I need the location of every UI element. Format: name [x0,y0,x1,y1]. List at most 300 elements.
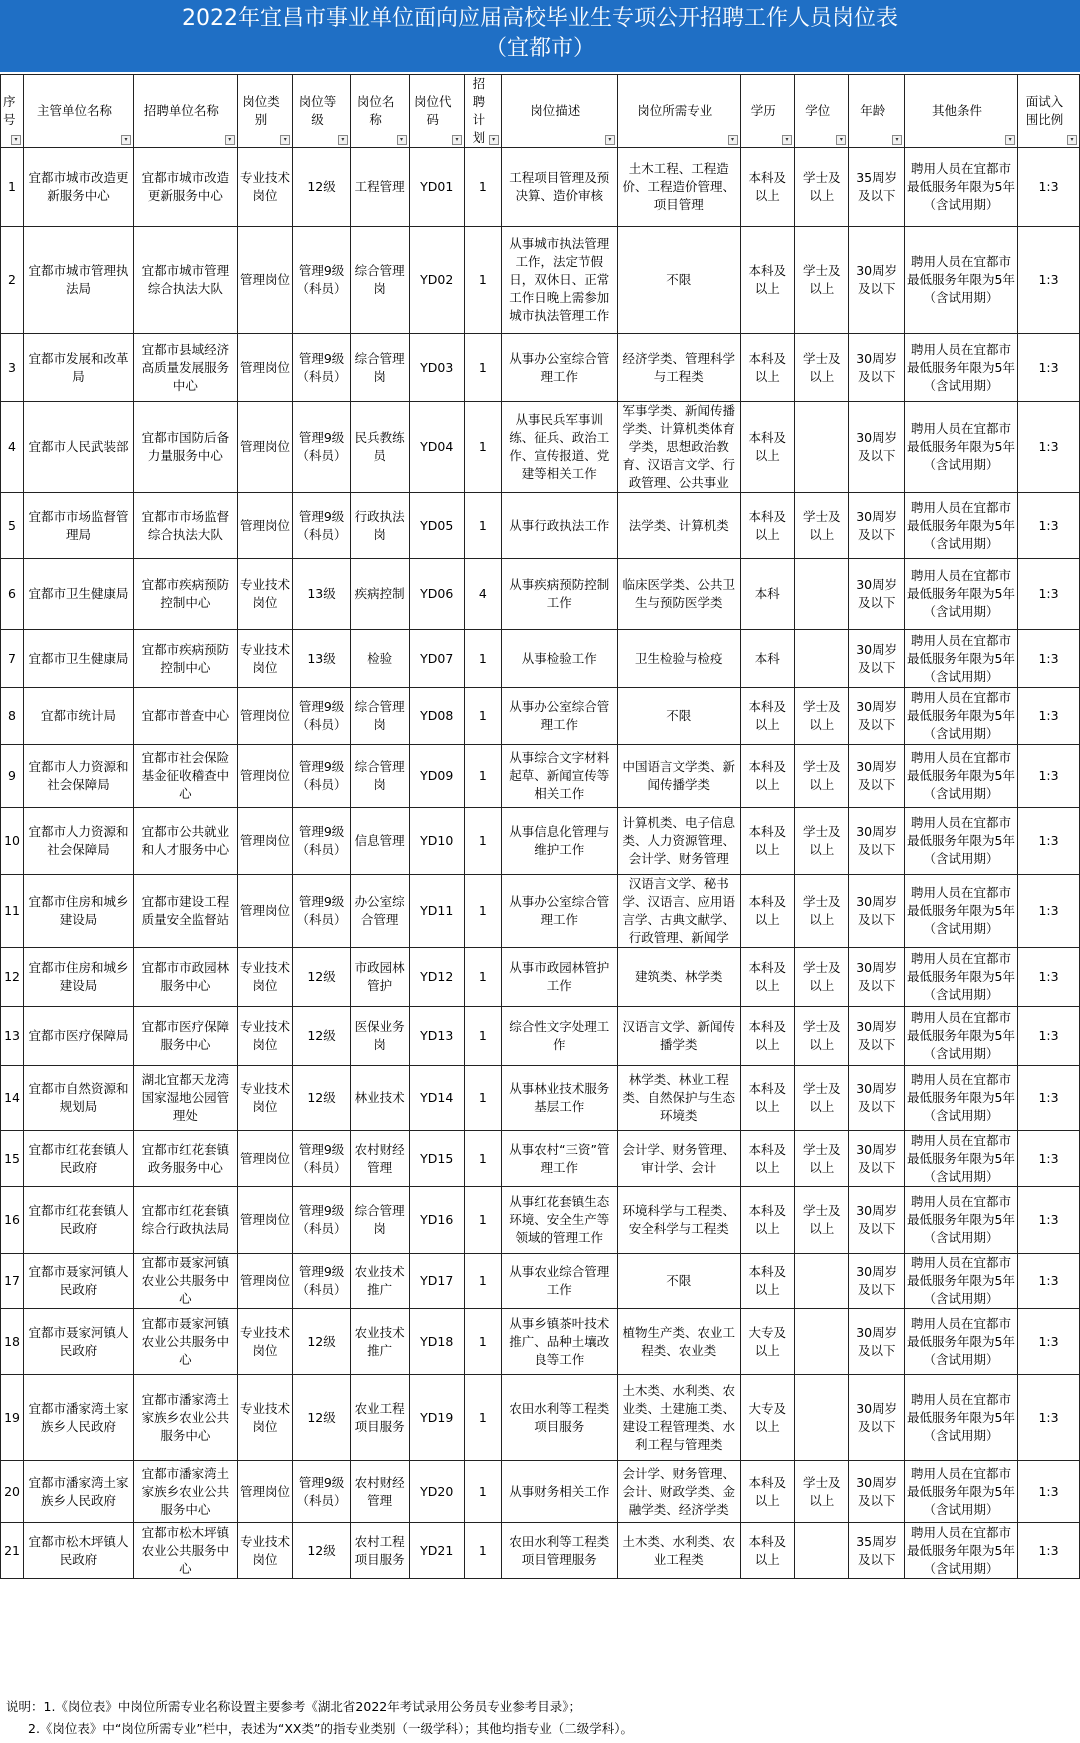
table-cell[interactable]: 1:3 [1018,808,1080,875]
table-cell[interactable]: 从事农业综合管理工作 [501,1254,617,1309]
table-cell[interactable]: YD09 [409,745,465,808]
table-cell[interactable]: 1:3 [1018,493,1080,559]
table-cell[interactable]: 1 [465,1131,502,1187]
table-cell[interactable]: 30周岁及以下 [849,1254,905,1309]
table-cell[interactable]: 军事学类、新闻传播学类、计算机类体育学类，思想政治教育、汉语言文学、行政管理、公共事业 [617,402,740,493]
table-cell[interactable]: 本科及以上 [740,808,794,875]
table-cell[interactable]: 19 [1,1375,24,1461]
table-cell[interactable]: 12级 [293,1309,351,1375]
table-cell[interactable]: 市政园林管护 [350,948,409,1007]
table-cell[interactable]: 综合管理岗 [350,1187,409,1254]
filter-dropdown-icon[interactable]: ▾ [338,135,348,145]
table-cell[interactable]: 学士及以上 [794,493,848,559]
table-cell[interactable]: 学士及以上 [794,1007,848,1066]
header-cell[interactable]: 序号 ▾ [1,75,24,148]
table-cell[interactable]: 专业技术岗位 [237,1375,293,1461]
table-cell[interactable]: 宜都市卫生健康局 [24,559,134,630]
table-cell[interactable]: 30周岁及以下 [849,402,905,493]
table-cell[interactable]: 1:3 [1018,1461,1080,1523]
table-cell[interactable]: 农田水利等工程类项目服务 [501,1375,617,1461]
table-cell[interactable]: 13级 [293,559,351,630]
table-cell[interactable]: 16 [1,1187,24,1254]
table-cell[interactable]: 聘用人员在宜都市最低服务年限为5年（含试用期） [904,1523,1017,1579]
table-cell[interactable] [794,630,848,688]
table-cell[interactable]: 聘用人员在宜都市最低服务年限为5年（含试用期） [904,334,1017,402]
table-cell[interactable]: 聘用人员在宜都市最低服务年限为5年（含试用期） [904,227,1017,334]
table-cell[interactable]: 30周岁及以下 [849,334,905,402]
table-cell[interactable]: 计算机类、电子信息类、人力资源管理、会计学、财务管理 [617,808,740,875]
table-cell[interactable] [794,1523,848,1579]
table-cell[interactable]: 综合管理岗 [350,334,409,402]
table-cell[interactable]: 5 [1,493,24,559]
header-cell[interactable]: 岗位等级 ▾ [293,75,351,148]
table-cell[interactable]: 专业技术岗位 [237,559,293,630]
table-cell[interactable]: 管理9级（科员） [293,1187,351,1254]
table-cell[interactable]: 农业技术推广 [350,1309,409,1375]
table-cell[interactable]: 本科及以上 [740,227,794,334]
table-cell[interactable]: 管理9级（科员） [293,493,351,559]
table-cell[interactable]: 专业技术岗位 [237,630,293,688]
table-cell[interactable]: 宜都市城市管理执法局 [24,227,134,334]
filter-dropdown-icon[interactable]: ▾ [728,135,738,145]
table-cell[interactable]: 从事农村“三资”管理工作 [501,1131,617,1187]
table-cell[interactable]: 宜都市自然资源和规划局 [24,1066,134,1131]
table-cell[interactable]: 聘用人员在宜都市最低服务年限为5年（含试用期） [904,1461,1017,1523]
table-cell[interactable]: 管理岗位 [237,1254,293,1309]
table-cell[interactable]: 宜都市发展和改革局 [24,334,134,402]
table-cell[interactable]: 1 [465,402,502,493]
table-cell[interactable]: 1 [465,493,502,559]
table-cell[interactable]: 12 [1,948,24,1007]
table-cell[interactable]: 林学类、林业工程类、自然保护与生态环境类 [617,1066,740,1131]
table-cell[interactable]: 本科及以上 [740,493,794,559]
table-cell[interactable]: 管理9级（科员） [293,1254,351,1309]
table-cell[interactable]: 管理岗位 [237,334,293,402]
table-cell[interactable]: 宜都市城市管理综合执法大队 [134,227,238,334]
header-cell[interactable]: 学历 ▾ [740,75,794,148]
table-cell[interactable]: 农业工程项目服务 [350,1375,409,1461]
table-cell[interactable]: 1 [465,1187,502,1254]
filter-dropdown-icon[interactable]: ▾ [605,135,615,145]
table-cell[interactable]: YD08 [409,688,465,745]
table-cell[interactable]: 民兵教练员 [350,402,409,493]
table-cell[interactable]: 1 [465,630,502,688]
table-cell[interactable]: 不限 [617,688,740,745]
table-cell[interactable]: 1:3 [1018,148,1080,227]
table-cell[interactable]: 本科及以上 [740,1254,794,1309]
table-cell[interactable]: 管理岗位 [237,227,293,334]
table-cell[interactable]: 3 [1,334,24,402]
table-cell[interactable]: 1:3 [1018,1523,1080,1579]
table-cell[interactable]: 宜都市聂家河镇农业公共服务中心 [134,1254,238,1309]
table-cell[interactable]: 20 [1,1461,24,1523]
header-cell[interactable]: 岗位描述 ▾ [501,75,617,148]
header-cell[interactable]: 招聘计划 ▾ [465,75,502,148]
table-cell[interactable]: 宜都市卫生健康局 [24,630,134,688]
table-cell[interactable]: 聘用人员在宜都市最低服务年限为5年（含试用期） [904,1131,1017,1187]
table-cell[interactable]: 12级 [293,948,351,1007]
table-cell[interactable]: 宜都市市场监督管理局 [24,493,134,559]
table-cell[interactable]: 1 [465,948,502,1007]
table-cell[interactable]: 农村工程项目服务 [350,1523,409,1579]
table-cell[interactable]: 宜都市医疗保障局 [24,1007,134,1066]
table-cell[interactable]: 经济学类、管理科学与工程类 [617,334,740,402]
table-cell[interactable]: 1 [465,334,502,402]
table-cell[interactable]: 综合管理岗 [350,227,409,334]
filter-dropdown-icon[interactable]: ▾ [11,135,21,145]
table-cell[interactable]: 宜都市公共就业和人才服务中心 [134,808,238,875]
table-cell[interactable]: 8 [1,688,24,745]
table-cell[interactable]: 会计学、财务管理、会计、财政学类、金融学类、经济学类 [617,1461,740,1523]
table-cell[interactable]: 聘用人员在宜都市最低服务年限为5年（含试用期） [904,148,1017,227]
table-cell[interactable]: 本科及以上 [740,402,794,493]
table-cell[interactable]: 宜都市统计局 [24,688,134,745]
table-cell[interactable]: 学士及以上 [794,1066,848,1131]
table-cell[interactable]: 30周岁及以下 [849,559,905,630]
table-cell[interactable]: 本科 [740,630,794,688]
table-cell[interactable]: 从事办公室综合管理工作 [501,334,617,402]
table-cell[interactable]: 11 [1,875,24,948]
table-cell[interactable]: 10 [1,808,24,875]
table-cell[interactable]: 从事林业技术服务基层工作 [501,1066,617,1131]
table-cell[interactable] [794,402,848,493]
table-cell[interactable]: 1 [1,148,24,227]
table-cell[interactable]: 聘用人员在宜都市最低服务年限为5年（含试用期） [904,875,1017,948]
table-cell[interactable]: 建筑类、林学类 [617,948,740,1007]
table-cell[interactable]: 会计学、财务管理、审计学、会计 [617,1131,740,1187]
table-cell[interactable]: 管理9级（科员） [293,875,351,948]
table-cell[interactable]: 30周岁及以下 [849,745,905,808]
table-cell[interactable]: 不限 [617,1254,740,1309]
table-cell[interactable]: YD02 [409,227,465,334]
table-cell[interactable]: 宜都市红花套镇综合行政执法局 [134,1187,238,1254]
table-cell[interactable]: 本科及以上 [740,1066,794,1131]
table-cell[interactable]: 35周岁及以下 [849,148,905,227]
table-cell[interactable]: 30周岁及以下 [849,808,905,875]
table-cell[interactable]: 管理岗位 [237,808,293,875]
table-cell[interactable]: 环境科学与工程类、安全科学与工程类 [617,1187,740,1254]
table-cell[interactable]: 30周岁及以下 [849,1309,905,1375]
table-cell[interactable]: 1:3 [1018,1254,1080,1309]
table-cell[interactable]: 专业技术岗位 [237,1007,293,1066]
table-cell[interactable]: 宜都市县域经济高质量发展服务中心 [134,334,238,402]
table-cell[interactable]: 聘用人员在宜都市最低服务年限为5年（含试用期） [904,1309,1017,1375]
table-cell[interactable]: YD03 [409,334,465,402]
table-cell[interactable]: 宜都市疾病预防控制中心 [134,559,238,630]
table-cell[interactable]: 学士及以上 [794,745,848,808]
table-cell[interactable]: 1:3 [1018,745,1080,808]
table-cell[interactable]: 林业技术 [350,1066,409,1131]
table-cell[interactable]: YD10 [409,808,465,875]
table-cell[interactable]: 土木类、水利类、农业工程类 [617,1523,740,1579]
table-cell[interactable]: 从事市政园林管护工作 [501,948,617,1007]
table-cell[interactable]: 宜都市红花套镇人民政府 [24,1187,134,1254]
header-cell[interactable]: 岗位代码 ▾ [409,75,465,148]
table-cell[interactable]: 湖北宜都天龙湾国家湿地公园管理处 [134,1066,238,1131]
table-cell[interactable]: 管理9级（科员） [293,334,351,402]
table-cell[interactable]: 管理岗位 [237,1131,293,1187]
table-cell[interactable]: 专业技术岗位 [237,1066,293,1131]
table-cell[interactable]: 1:3 [1018,1187,1080,1254]
table-cell[interactable]: YD16 [409,1187,465,1254]
table-cell[interactable]: 管理9级（科员） [293,402,351,493]
filter-dropdown-icon[interactable]: ▾ [280,135,290,145]
table-cell[interactable]: 1 [465,1007,502,1066]
table-cell[interactable]: 1 [465,688,502,745]
table-cell[interactable]: 管理9级（科员） [293,227,351,334]
table-cell[interactable]: 13 [1,1007,24,1066]
table-cell[interactable]: 管理岗位 [237,875,293,948]
table-cell[interactable]: 30周岁及以下 [849,1066,905,1131]
table-cell[interactable]: 30周岁及以下 [849,1131,905,1187]
header-cell[interactable]: 岗位所需专业 ▾ [617,75,740,148]
table-cell[interactable]: 从事民兵军事训练、征兵、政治工作、宣传报道、党建等相关工作 [501,402,617,493]
table-cell[interactable]: 管理岗位 [237,1187,293,1254]
table-cell[interactable]: 土木类、水利类、农业类、土建施工类、建设工程管理类、水利工程与管理类 [617,1375,740,1461]
table-cell[interactable]: 从事办公室综合管理工作 [501,688,617,745]
table-cell[interactable]: 宜都市医疗保障服务中心 [134,1007,238,1066]
table-cell[interactable]: 宜都市建设工程质量安全监督站 [134,875,238,948]
filter-dropdown-icon[interactable]: ▾ [452,135,462,145]
table-cell[interactable]: 管理9级（科员） [293,745,351,808]
table-cell[interactable]: 宜都市红花套镇政务服务中心 [134,1131,238,1187]
table-cell[interactable]: 宜都市住房和城乡建设局 [24,948,134,1007]
table-cell[interactable]: 学士及以上 [794,1131,848,1187]
table-cell[interactable]: 管理9级（科员） [293,1131,351,1187]
table-cell[interactable]: 本科及以上 [740,688,794,745]
table-cell[interactable]: 医保业务岗 [350,1007,409,1066]
filter-dropdown-icon[interactable]: ▾ [1067,135,1077,145]
table-cell[interactable]: 法学类、计算机类 [617,493,740,559]
table-cell[interactable]: 专业技术岗位 [237,1523,293,1579]
table-cell[interactable]: 从事行政执法工作 [501,493,617,559]
table-cell[interactable]: 宜都市聂家河镇人民政府 [24,1254,134,1309]
table-cell[interactable]: 聘用人员在宜都市最低服务年限为5年（含试用期） [904,493,1017,559]
table-cell[interactable]: 1 [465,1461,502,1523]
table-cell[interactable]: 宜都市松木坪镇人民政府 [24,1523,134,1579]
table-cell[interactable] [794,1309,848,1375]
table-cell[interactable]: 从事财务相关工作 [501,1461,617,1523]
table-cell[interactable]: YD14 [409,1066,465,1131]
table-cell[interactable]: 12级 [293,1375,351,1461]
table-cell[interactable]: 植物生产类、农业工程类、农业类 [617,1309,740,1375]
table-cell[interactable]: 1:3 [1018,334,1080,402]
filter-dropdown-icon[interactable]: ▾ [892,135,902,145]
table-cell[interactable]: 本科及以上 [740,1007,794,1066]
table-cell[interactable]: 专业技术岗位 [237,948,293,1007]
table-cell[interactable]: 1 [465,1523,502,1579]
table-cell[interactable]: 本科 [740,559,794,630]
table-cell[interactable]: 35周岁及以下 [849,1523,905,1579]
table-cell[interactable]: 聘用人员在宜都市最低服务年限为5年（含试用期） [904,1375,1017,1461]
table-cell[interactable] [794,1254,848,1309]
table-cell[interactable]: 1:3 [1018,630,1080,688]
table-cell[interactable]: 宜都市聂家河镇农业公共服务中心 [134,1309,238,1375]
table-cell[interactable]: 农田水利等工程类项目管理服务 [501,1523,617,1579]
table-cell[interactable]: YD18 [409,1309,465,1375]
table-cell[interactable]: 学士及以上 [794,948,848,1007]
table-cell[interactable]: YD05 [409,493,465,559]
table-cell[interactable] [794,559,848,630]
table-cell[interactable]: 综合管理岗 [350,688,409,745]
table-cell[interactable]: 30周岁及以下 [849,1007,905,1066]
table-cell[interactable]: 30周岁及以下 [849,630,905,688]
table-cell[interactable]: 本科及以上 [740,948,794,1007]
table-cell[interactable]: 综合性文字处理工作 [501,1007,617,1066]
table-cell[interactable]: 2 [1,227,24,334]
table-cell[interactable]: 21 [1,1523,24,1579]
table-cell[interactable]: 1:3 [1018,1375,1080,1461]
table-cell[interactable]: 从事检验工作 [501,630,617,688]
table-cell[interactable]: 14 [1,1066,24,1131]
table-cell[interactable]: 疾病控制 [350,559,409,630]
table-cell[interactable]: 临床医学类、公共卫生与预防医学类 [617,559,740,630]
table-cell[interactable]: 聘用人员在宜都市最低服务年限为5年（含试用期） [904,745,1017,808]
table-cell[interactable]: 学士及以上 [794,1461,848,1523]
table-cell[interactable]: 行政执法岗 [350,493,409,559]
table-cell[interactable]: 聘用人员在宜都市最低服务年限为5年（含试用期） [904,559,1017,630]
table-cell[interactable]: 1 [465,1254,502,1309]
table-cell[interactable]: 中国语言文学类、新闻传播学类 [617,745,740,808]
table-cell[interactable]: 宜都市城市改造更新服务中心 [24,148,134,227]
table-cell[interactable]: 本科及以上 [740,1461,794,1523]
table-cell[interactable]: 农村财经管理 [350,1131,409,1187]
table-cell[interactable]: 宜都市社会保险基金征收稽查中心 [134,745,238,808]
table-cell[interactable]: 30周岁及以下 [849,1375,905,1461]
table-cell[interactable]: 管理岗位 [237,688,293,745]
table-cell[interactable]: 1:3 [1018,1066,1080,1131]
table-cell[interactable]: YD20 [409,1461,465,1523]
table-cell[interactable]: 13级 [293,630,351,688]
header-cell[interactable]: 学位 ▾ [794,75,848,148]
table-cell[interactable] [794,1375,848,1461]
table-cell[interactable]: 管理9级（科员） [293,808,351,875]
table-cell[interactable]: 12级 [293,1066,351,1131]
table-cell[interactable]: 管理岗位 [237,745,293,808]
filter-dropdown-icon[interactable]: ▾ [489,135,499,145]
table-cell[interactable]: 管理岗位 [237,402,293,493]
table-cell[interactable]: YD11 [409,875,465,948]
header-cell[interactable]: 招聘单位名称 ▾ [134,75,238,148]
table-cell[interactable]: 专业技术岗位 [237,148,293,227]
table-cell[interactable]: 聘用人员在宜都市最低服务年限为5年（含试用期） [904,1007,1017,1066]
header-cell[interactable]: 主管单位名称 ▾ [24,75,134,148]
table-cell[interactable]: 1 [465,227,502,334]
table-cell[interactable]: 汉语言文学、新闻传播学类 [617,1007,740,1066]
table-cell[interactable]: 综合管理岗 [350,745,409,808]
table-cell[interactable]: 从事综合文字材料起草、新闻宣传等相关工作 [501,745,617,808]
table-cell[interactable]: 1 [465,745,502,808]
filter-dropdown-icon[interactable]: ▾ [1005,135,1015,145]
table-cell[interactable]: 30周岁及以下 [849,948,905,1007]
table-cell[interactable]: 1 [465,148,502,227]
table-cell[interactable]: 宜都市松木坪镇农业公共服务中心 [134,1523,238,1579]
table-cell[interactable]: 宜都市潘家湾土家族乡农业公共服务中心 [134,1375,238,1461]
table-cell[interactable]: 宜都市潘家湾土家族乡人民政府 [24,1461,134,1523]
table-cell[interactable]: 宜都市聂家河镇人民政府 [24,1309,134,1375]
table-cell[interactable]: YD17 [409,1254,465,1309]
table-cell[interactable]: YD06 [409,559,465,630]
header-cell[interactable]: 其他条件 ▾ [904,75,1017,148]
table-cell[interactable]: 1:3 [1018,875,1080,948]
table-cell[interactable]: 1 [465,875,502,948]
table-cell[interactable]: 学士及以上 [794,808,848,875]
table-cell[interactable]: 学士及以上 [794,334,848,402]
table-cell[interactable]: 工程管理 [350,148,409,227]
table-cell[interactable]: 本科及以上 [740,334,794,402]
table-cell[interactable]: 1 [465,1309,502,1375]
filter-dropdown-icon[interactable]: ▾ [782,135,792,145]
table-cell[interactable]: 4 [465,559,502,630]
table-cell[interactable]: 1:3 [1018,1007,1080,1066]
table-cell[interactable]: 管理岗位 [237,1461,293,1523]
table-cell[interactable]: 学士及以上 [794,148,848,227]
table-cell[interactable]: 聘用人员在宜都市最低服务年限为5年（含试用期） [904,630,1017,688]
header-cell[interactable]: 面试入围比例 ▾ [1018,75,1080,148]
table-cell[interactable]: 农村财经管理 [350,1461,409,1523]
table-cell[interactable]: 本科及以上 [740,875,794,948]
table-cell[interactable]: 聘用人员在宜都市最低服务年限为5年（含试用期） [904,1254,1017,1309]
table-cell[interactable]: 30周岁及以下 [849,1461,905,1523]
table-cell[interactable]: 宜都市潘家湾土家族乡农业公共服务中心 [134,1461,238,1523]
header-cell[interactable]: 年龄 ▾ [849,75,905,148]
table-cell[interactable]: 宜都市人力资源和社会保障局 [24,745,134,808]
table-cell[interactable]: YD04 [409,402,465,493]
table-cell[interactable]: 本科及以上 [740,1187,794,1254]
table-cell[interactable]: 从事疾病预防控制工作 [501,559,617,630]
table-cell[interactable]: 宜都市住房和城乡建设局 [24,875,134,948]
table-cell[interactable]: 30周岁及以下 [849,688,905,745]
table-cell[interactable]: 15 [1,1131,24,1187]
table-cell[interactable]: 不限 [617,227,740,334]
table-cell[interactable]: 30周岁及以下 [849,875,905,948]
table-cell[interactable]: 管理9级（科员） [293,1461,351,1523]
table-cell[interactable]: 大专及以上 [740,1375,794,1461]
table-cell[interactable]: 大专及以上 [740,1309,794,1375]
table-cell[interactable]: 聘用人员在宜都市最低服务年限为5年（含试用期） [904,808,1017,875]
table-cell[interactable]: 30周岁及以下 [849,1187,905,1254]
table-cell[interactable]: 7 [1,630,24,688]
table-cell[interactable]: 办公室综合管理 [350,875,409,948]
table-cell[interactable]: 从事信息化管理与维护工作 [501,808,617,875]
table-cell[interactable]: YD01 [409,148,465,227]
table-cell[interactable]: 宜都市人力资源和社会保障局 [24,808,134,875]
table-cell[interactable]: 本科及以上 [740,1131,794,1187]
table-cell[interactable]: 从事红花套镇生态环境、安全生产等领域的管理工作 [501,1187,617,1254]
table-cell[interactable]: 从事办公室综合管理工作 [501,875,617,948]
table-cell[interactable]: 4 [1,402,24,493]
table-cell[interactable]: 宜都市普查中心 [134,688,238,745]
filter-dropdown-icon[interactable]: ▾ [836,135,846,145]
table-cell[interactable]: YD07 [409,630,465,688]
table-cell[interactable]: 管理岗位 [237,493,293,559]
table-cell[interactable]: 土木工程、工程造价、工程造价管理、项目管理 [617,148,740,227]
table-cell[interactable]: 1 [465,1066,502,1131]
table-cell[interactable]: 聘用人员在宜都市最低服务年限为5年（含试用期） [904,1187,1017,1254]
table-cell[interactable]: 宜都市市政园林服务中心 [134,948,238,1007]
table-cell[interactable]: 12级 [293,1007,351,1066]
table-cell[interactable]: 卫生检验与检疫 [617,630,740,688]
table-cell[interactable]: 30周岁及以下 [849,227,905,334]
table-cell[interactable]: YD13 [409,1007,465,1066]
table-cell[interactable]: 宜都市潘家湾土家族乡人民政府 [24,1375,134,1461]
table-cell[interactable]: YD21 [409,1523,465,1579]
table-cell[interactable]: 汉语言文学、秘书学、汉语言、应用语言学、古典文献学、行政管理、新闻学 [617,875,740,948]
table-cell[interactable]: 本科及以上 [740,148,794,227]
table-cell[interactable]: 学士及以上 [794,875,848,948]
table-cell[interactable]: 宜都市国防后备力量服务中心 [134,402,238,493]
table-cell[interactable]: 宜都市红花套镇人民政府 [24,1131,134,1187]
